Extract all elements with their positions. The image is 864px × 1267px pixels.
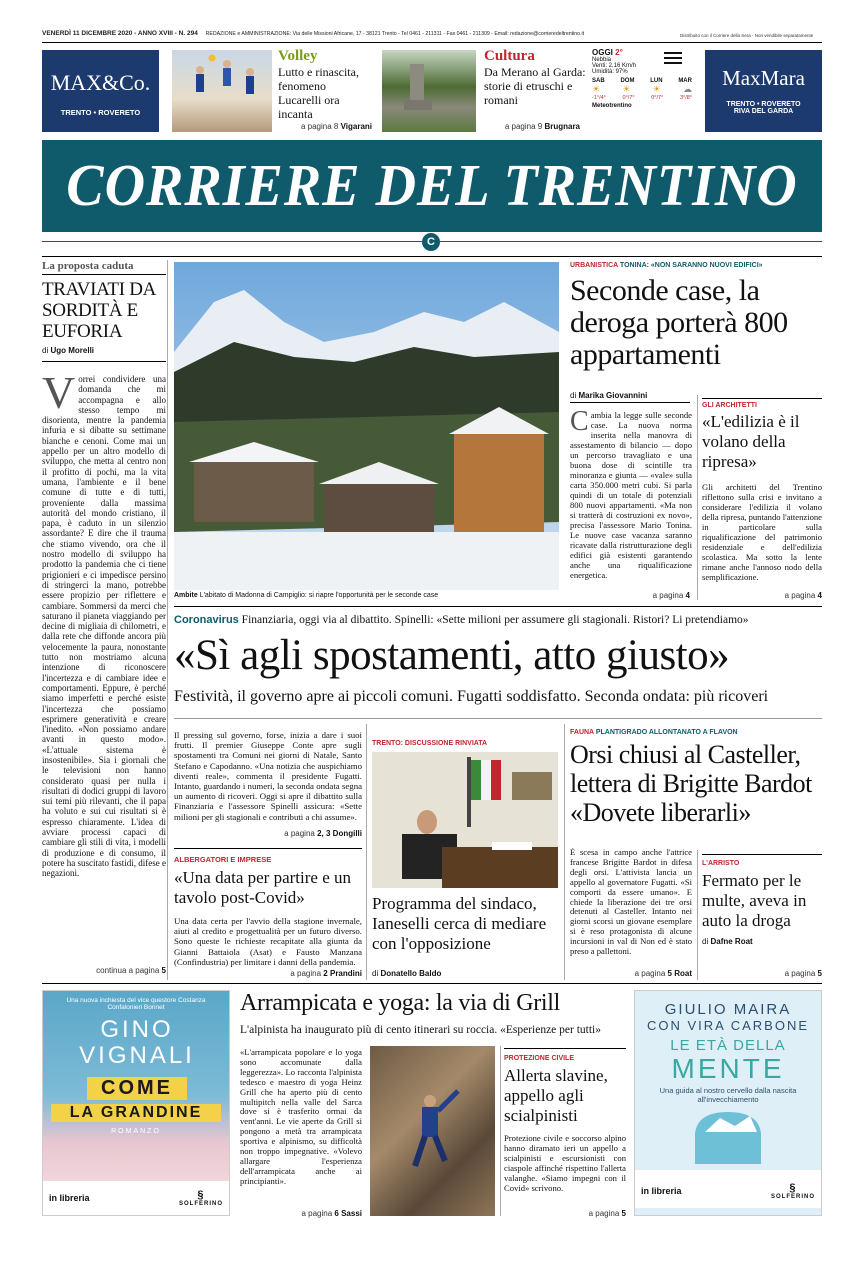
albergatori-page[interactable]: a pagina 2 Prandini — [290, 969, 362, 978]
ad-city: RIVA DEL GARDA — [733, 108, 794, 115]
editorial-kicker: La proposta caduta — [42, 260, 166, 275]
book-author: GIULIO MAIRA — [664, 1001, 792, 1018]
ad-maxmara[interactable] — [705, 50, 822, 132]
teaser-cultura-page: a pagina 9 Brugnara — [504, 122, 580, 131]
pressing-page[interactable]: a pagina 2, 3 Dongilli — [284, 829, 362, 838]
masthead[interactable] — [42, 140, 822, 232]
ad-city: TRENTO • ROVERETO — [60, 108, 141, 117]
book-author: GINO VIGNALI — [79, 1016, 195, 1069]
architetti-article[interactable] — [702, 398, 822, 592]
book-title: LA GRANDINE — [51, 1104, 221, 1122]
section-kicker: TRENTO: DISCUSSIONE RINVIATA — [372, 740, 488, 747]
ad-book-maira[interactable] — [634, 990, 822, 1216]
arresto-page[interactable]: a pagina 5 — [784, 969, 822, 978]
weather-day: MAR — [678, 78, 692, 84]
teaser-cultura[interactable] — [484, 48, 586, 107]
grill-page[interactable]: a pagina 6 Sassi — [301, 1209, 362, 1218]
section-kicker: URBANISTICA — [570, 262, 618, 269]
albergatori-text: Una data certa per l'avvio della stagione invernale, aiuti al credito e progettualità per un futuro diverso. Sono queste le richieste recapitate alla giunta da Gianni Battaiola (Asat) e Fausto Manzana (Confindustria) per limitare i danni della pandemia. — [174, 916, 362, 967]
in-libreria: in libreria — [641, 1186, 682, 1196]
section-kicker: GLI ARCHITETTI — [702, 402, 757, 409]
weather-day: DOM — [620, 78, 635, 84]
byline-prefix: di — [42, 346, 49, 355]
urbanistica-page[interactable]: a pagina 4 — [652, 591, 690, 600]
albergatori-title: «Una data per partire e un tavolo post-Covid» — [174, 868, 351, 907]
sun-icon: ☀ — [622, 84, 631, 94]
volley-players-icon — [172, 50, 272, 132]
book-genre: ROMANZO — [111, 1128, 161, 1135]
book-title: LE ETÀ DELLA — [670, 1037, 786, 1054]
arresto-title: Fermato per le multe, aveva in auto la droga — [702, 871, 807, 930]
distribution-note: Distribuito con il Corriere della Sera - Non vendibile separatamente — [680, 33, 814, 38]
weather-cond: Nebbia — [592, 57, 612, 63]
coronavirus-strap — [174, 614, 822, 626]
caption-text: L'abitato di Madonna di Campiglio: si riapre l'opportunità per le seconde case — [199, 592, 439, 599]
section-sub: PLANTIGRADO ALLONTANATO A FLAVON — [595, 729, 738, 736]
ad-brand: MAX&Co. — [50, 70, 151, 95]
ad-city: TRENTO • ROVERETO — [726, 101, 801, 108]
book-subtitle: Una guida al nostro cervello dalla nascita all'invecchiamento — [659, 1086, 797, 1104]
weather-day: SAB — [592, 78, 605, 84]
solferino-logo-icon: § — [197, 1189, 205, 1201]
sun-icon: ☀ — [652, 84, 661, 94]
photo-caption — [174, 592, 559, 599]
section-kicker: L'ARRISTO — [702, 860, 740, 867]
teaser-volley-page: a pagina 8 Vigarani — [300, 122, 372, 131]
sindaco-byline: di Donatello Baldo — [372, 969, 442, 978]
in-libreria: in libreria — [49, 1193, 90, 1203]
redazione-info: REDAZIONE e AMMINISTRAZIONE: Via delle Missioni Africane, 17 - 38121 Trento - Tel 0461 - 211311 - Fax 0461 - 211309 - Email: redazione@corrieredeltrentino.it — [205, 31, 585, 37]
publisher: SOLFERINO — [178, 1201, 223, 1207]
byline-prefix: di — [702, 937, 709, 946]
tower-ruin-icon — [382, 50, 476, 132]
volley-photo[interactable] — [172, 50, 272, 132]
section-sub: TONINA: «NON SARANNO NUOVI EDIFICI» — [619, 262, 763, 269]
teaser-kicker: Cultura — [484, 48, 535, 64]
weather-temp: 2° — [615, 48, 623, 57]
sindaco-photo[interactable] — [372, 752, 558, 888]
pressing-text: Il pressing sul governo, forse, inizia a dare i suoi frutti. Il premier Giuseppe Conte apre sugli spostamenti tra Comuni nei giorni di Natale, Santo Stefano e Capodanno. «Una notizia che auspichiamo diventi reale», commenta il presidente Fugatti. Intanto, guardando i numeri, la seconda ondata segna un aumento di ricoveri. Oggi si apre il dibattito sulla Finanziaria e l'assessore Spinelli assicura: «Sette milioni per gli stagionali e contributi a chi assume». — [174, 730, 362, 822]
grill-title[interactable]: Arrampicata e yoga: la via di Grill — [240, 990, 561, 1016]
coronavirus-headline[interactable]: «Sì agli spostamenti, atto giusto» — [174, 632, 730, 679]
urbanistica-byline: di Marika Giovannini — [570, 391, 690, 403]
teaser-kicker: Volley — [278, 48, 318, 64]
weather-today: OGGI — [592, 48, 613, 57]
section-kicker: PROTEZIONE CIVILE — [504, 1055, 575, 1062]
book-title: COME — [87, 1077, 187, 1100]
editorial-title: TRAVIATI DA SORDITÀ E EUFORIA — [42, 279, 155, 342]
teaser-text: Da Merano al Garda: storie di etruschi e romani — [484, 65, 586, 107]
ad-brand: MaxMara — [722, 66, 805, 90]
weather-range: 0°/7° — [651, 95, 664, 101]
arresto-author: Dafne Roat — [710, 937, 753, 946]
urbanistica-text: Cambia la legge sulle seconde case. La nuova norma inserita nella manovra di assestamento di bilancio — dopo un percorso travagliato e una buona dose di scintille tra minoranza e giunta — «vale» sulla carta 350.000 metri cubi. Si parla quindi di un totale di potenziali 800 nuovi appartamenti. «Ma non si tratterà di costruzioni ex novo», precisa l'assessore Mario Tonina. Le nuove case vacanza saranno ricavate dalla ristrutturazione degli edifici già esistenti garantendo anche una riqualificazione energetica. — [570, 410, 692, 580]
cloud-icon: ☁ — [682, 84, 692, 94]
strap-text: Finanziaria, oggi via al dibattito. Spinelli: «Sette milioni per assumere gli stagionali. Ristori? Li pretendiamo» — [241, 614, 749, 626]
albergatori-article[interactable] — [174, 848, 362, 968]
grill-deck: L'alpinista ha inaugurato più di cento itinerari su roccia. «Esperienze per tutti» — [240, 1024, 602, 1036]
slavine-article[interactable] — [504, 1048, 626, 1214]
urbanistica-article[interactable] — [570, 262, 822, 371]
arresto-article[interactable] — [702, 854, 822, 946]
newspaper-title: CORRIERE DEL TRENTINO — [66, 153, 798, 219]
urbanistica-title: Seconde case, la deroga porterà 800 appartamenti — [570, 274, 788, 371]
coronavirus-deck: Festività, il governo apre ai piccoli comuni. Fugatti soddisfatto. Seconda ondata: più ricoveri — [174, 688, 769, 705]
orsi-title: Orsi chiusi al Casteller, lettera di Brigitte Bardot «Dovete liberarli» — [570, 740, 812, 827]
issue-date: VENERDÌ 11 DICEMBRE 2020 - ANNO XVIII - N. 294 — [42, 30, 198, 37]
book-title: MENTE — [671, 1053, 785, 1084]
weather-range: 0°/7° — [622, 95, 635, 101]
caption-label: Ambite — [174, 592, 198, 599]
main-photo[interactable] — [174, 262, 559, 590]
mayor-desk-icon — [372, 752, 558, 888]
orsi-text: È scesa in campo anche l'attrice francese Brigitte Bardot in difesa degli orsi. L'attivista lancia un appello al governatore Fugatti. «Si comporti da essere umano». E chiede la liberazione dei tre orsi detenuti al Casteller. Intanto nei giorni scorsi un giovane esemplare si è reso protagonista di alcune incursioni in val di Non ed è stato preso a pallettoni. — [570, 848, 692, 957]
slavine-title: Allerta slavine, appello agli scialpinisti — [504, 1066, 608, 1125]
dropcap: C — [570, 410, 589, 437]
sun-icon: ☀ — [592, 84, 601, 94]
dropcap: V — [42, 374, 76, 418]
editorial-continue[interactable]: continua a pagina 5 — [96, 966, 166, 975]
section-kicker: ALBERGATORI E IMPRESE — [174, 855, 272, 864]
weather-day: LUN — [650, 78, 663, 84]
weather-hum: Umidità: 97% — [592, 69, 628, 75]
cultura-photo[interactable] — [382, 50, 476, 132]
sindaco-title[interactable]: Programma del sindaco, Ianeselli cerca di mediare con l'opposizione — [372, 894, 547, 953]
weather-range: 3°/8° — [679, 95, 692, 101]
teaser-volley[interactable] — [278, 48, 372, 121]
architetti-title: «L'edilizia è il volano della ripresa» — [702, 412, 800, 471]
book-coauthor: CON VIRA CARBONE — [646, 1018, 810, 1033]
ad-book-vignali[interactable] — [42, 990, 230, 1216]
weather-credit: Meteotrentino — [592, 103, 632, 109]
slavine-page[interactable]: a pagina 5 — [588, 1209, 626, 1218]
orsi-article[interactable] — [570, 729, 822, 827]
ad-maxco[interactable] — [42, 50, 159, 132]
climber-icon — [370, 1046, 495, 1216]
weather-range: -1°/4° — [592, 95, 606, 101]
editorial-text: Vorrei condividere una domanda che mi accompagna e allo stesso tempo mi disorienta, mentre la pandemia infuria e si dibatte su settimane bianche e cenoni. Come mai un appello per un altro modello di sviluppo, che metta al centro non il profitto di pochi, ma la vita umana, l'ambiente e il bene comune di tutte e di tutti, proveniente dalla massima autorità del mondo cristiano, il papa, è caduto in un silenzio assordante? E dire che il trauma che stiamo vivendo, ora che il nostro modello di sviluppo ha prodotto la pandemia che ci tiene prigionieri e ci impedisce persino di stringerci la mano, potrebbe essere propizio per riflettere e cambiare. Sommersi da merci che saturano il pianeta viaggiando per decine di migliaia di chilometri, e dalla rete che diffonde ancora più velocemente la paura, nonostante tutto non mostriamo alcuna intenzione di riconoscere l'incertezza e di cambiare idee e comportamenti. Eppure, è perché siamo imperfetti e perché esiste l'incertezza che possiamo esprimere generatività e creare l'inedito. «Non possiamo andare avanti in questo modo». «L'attuale sistema è insostenibile». Sia i giornali che le televisioni non hanno considerato quasi per nulla i risultati di dodici gruppi di lavoro sui temi più rilevanti, che il papa ha voluto e sui cui risultati si è espresso chiaramente. L'idea di avviare processi capaci di cambiare gli stili di vita, i modelli di produzione e di consumo, il potere ha suscitato fastidi, difese e negazioni. — [42, 374, 166, 879]
grill-photo[interactable] — [370, 1046, 495, 1216]
architetti-text: Gli architetti del Trentino riflettono sulla crisi e invitano a considerare l'edilizia il volano della ripresa, puntando l'attenzione in particolare sulla riqualificazione del patrimonio residenziale e dell'edilizia scolastica. Ma sotto la lente rimane anche l'annoso nodo della semplificazione. — [702, 482, 822, 582]
campiglio-landscape-icon — [174, 262, 559, 590]
publisher: SOLFERINO — [770, 1194, 815, 1200]
weather-wind: Venti: 2,16 Km/h — [592, 63, 637, 69]
coronavirus-label: Coronavirus — [174, 614, 239, 626]
grill-text: «L'arrampicata popolare e lo yoga sono accomunate dalla leggerezza». Lo racconta l'alpinista tedesco e maestro di yoga Heinz Grill che ha aperto più di cento multipitch nella valle del Sarca dove si è trasferito ormai da vent'anni. Le vie aperte da Grill si pongono a metà tra arrampicata sportiva e alpinismo, su difficoltà non troppo impegnative. «Volevo allargare l'esperienza dell'arrampicata anche ai principianti». — [240, 1048, 362, 1186]
menu-icon[interactable] — [664, 52, 682, 64]
head-iceberg-icon — [635, 1104, 821, 1166]
book-tag: Una nuova inchiesta del vice questore Costanza Confalonieri Bonnet — [66, 997, 206, 1011]
logo-c-icon: C — [422, 233, 440, 251]
editorial-author: Ugo Morelli — [50, 346, 95, 355]
architetti-page[interactable]: a pagina 4 — [784, 591, 822, 600]
orsi-page[interactable]: a pagina 5 Roat — [634, 969, 692, 978]
slavine-text: Protezione civile e soccorso alpino hanno diramato ieri un appello a scialpinisti e escursionisti con ciaspole affinché rispettino l'allerta valanghe. «Siamo impegni con il Covid» scrivono. — [504, 1134, 626, 1193]
section-kicker: FAUNA — [570, 729, 594, 736]
solferino-logo-icon: § — [789, 1182, 797, 1194]
teaser-text: Lutto e rinascita, fenomeno Lucarelli ora incanta — [278, 65, 359, 121]
editorial-column — [42, 260, 166, 980]
